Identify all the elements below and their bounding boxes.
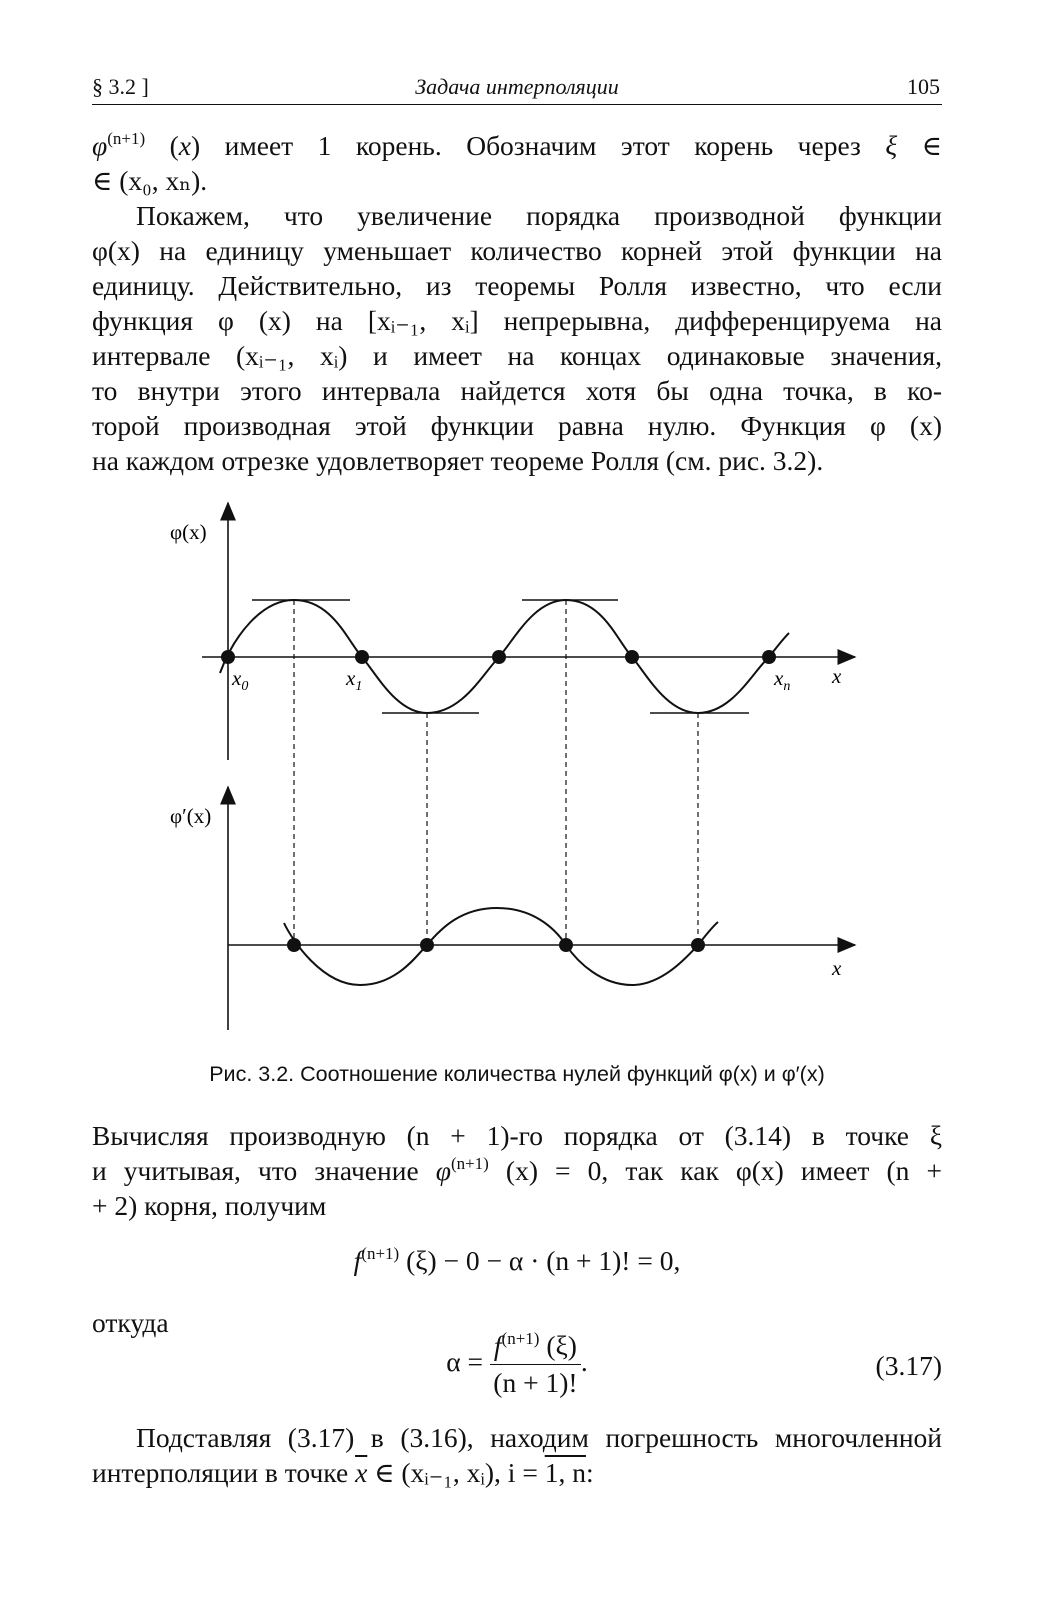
zero-point-x0 [221, 650, 235, 664]
text-line: единицу. Действительно, из теоремы Ролля известно, что если [92, 270, 942, 301]
running-header [92, 74, 942, 105]
text-line: на каждом отрезке удовлетворяет теореме Ролля (см. рис. 3.2). [92, 445, 824, 476]
zero-point-derivative [287, 938, 301, 952]
equation-3-17: α = $\frac{f^{(n+1)} (\xi)}{(n + 1)!}$ . [92, 1328, 942, 1401]
text-line: Вычисляя производную (n + 1)-го порядка от (3.14) в точке ξ [92, 1120, 942, 1151]
paragraph-1 [92, 128, 942, 198]
equation-1: $f^{(n+1)}$ (ξ) − 0 − α · (n + 1)! = 0, [353, 1244, 681, 1276]
top-y-label: φ(x) [170, 520, 207, 544]
figure-caption: Рис. 3.2. Соотношение количества нулей функций φ(x) и φ′(x) [209, 1062, 825, 1086]
text-line: то внутри этого интервала найдется хотя бы одна точка, в ко- [92, 375, 942, 406]
text-line: ∈ (x₀, xₙ). [92, 165, 208, 196]
zero-point-x1 [355, 650, 369, 664]
text-line: торой производная этой функции равна нулю. Функция φ (x) [92, 410, 942, 441]
text-line: функция φ (x) на [xᵢ₋₁, xᵢ] непрерывна, дифференцируема на [92, 305, 942, 336]
label-x1: $x_1$ [346, 666, 363, 694]
text-line: интерполяции в точке $\overline{x}$ ∈ (xᵢ₋₁, xᵢ), i = 1, n: [92, 1457, 594, 1488]
text-line: $\varphi^{(n+1)}$ (x) имеет 1 корень. Обозначим этот корень через ξ ∈ [92, 129, 942, 161]
paragraph-3 [92, 1118, 942, 1223]
bottom-y-label: φ′(x) [170, 804, 212, 828]
text-line: Подставляя (3.17) в (3.16), находим погрешность многочленной [136, 1422, 942, 1453]
text-line: и учитывая, что значение $\varphi^{(n+1)}$ (x) = 0, так как φ(x) имеет (n + [92, 1154, 942, 1186]
text-line: φ(x) на единицу уменьшает количество корней этой функции на [92, 235, 942, 266]
label-xn: $x_n$ [774, 666, 791, 694]
text-line: Покажем, что увеличение порядка производной функции [136, 200, 942, 231]
text-line: интервале (xᵢ₋₁, xᵢ) и имеет на концах одинаковые значения, [92, 340, 942, 371]
paragraph-4 [92, 1420, 942, 1490]
section-ref: § 3.2 ] [92, 74, 149, 99]
equation-number: (3.17) [875, 1350, 942, 1381]
fraction [490, 1328, 581, 1401]
denominator: (n + 1)! [493, 1367, 578, 1398]
zero-point-xn [762, 650, 776, 664]
numerator: $f^{(n+1)}$ (ξ) [490, 1328, 581, 1365]
book-page [92, 0, 942, 1600]
bottom-x-label: x [832, 956, 842, 980]
zero-point-derivative [559, 938, 573, 952]
word-otkuda: откуда [92, 1307, 169, 1338]
zero-point [492, 650, 506, 664]
phi-prime-curve [284, 908, 718, 985]
paragraph-2 [92, 198, 942, 478]
text-line: + 2) корня, получим [92, 1190, 327, 1221]
zero-point-derivative [691, 938, 705, 952]
zero-point [625, 650, 639, 664]
chapter-title: Задача интерполяции [415, 74, 619, 99]
page-number: 105 [907, 74, 940, 99]
top-x-label: x [832, 664, 842, 688]
figure-3-2 [162, 495, 962, 1040]
zero-point-derivative [420, 938, 434, 952]
label-x0: $x_0$ [232, 666, 249, 694]
